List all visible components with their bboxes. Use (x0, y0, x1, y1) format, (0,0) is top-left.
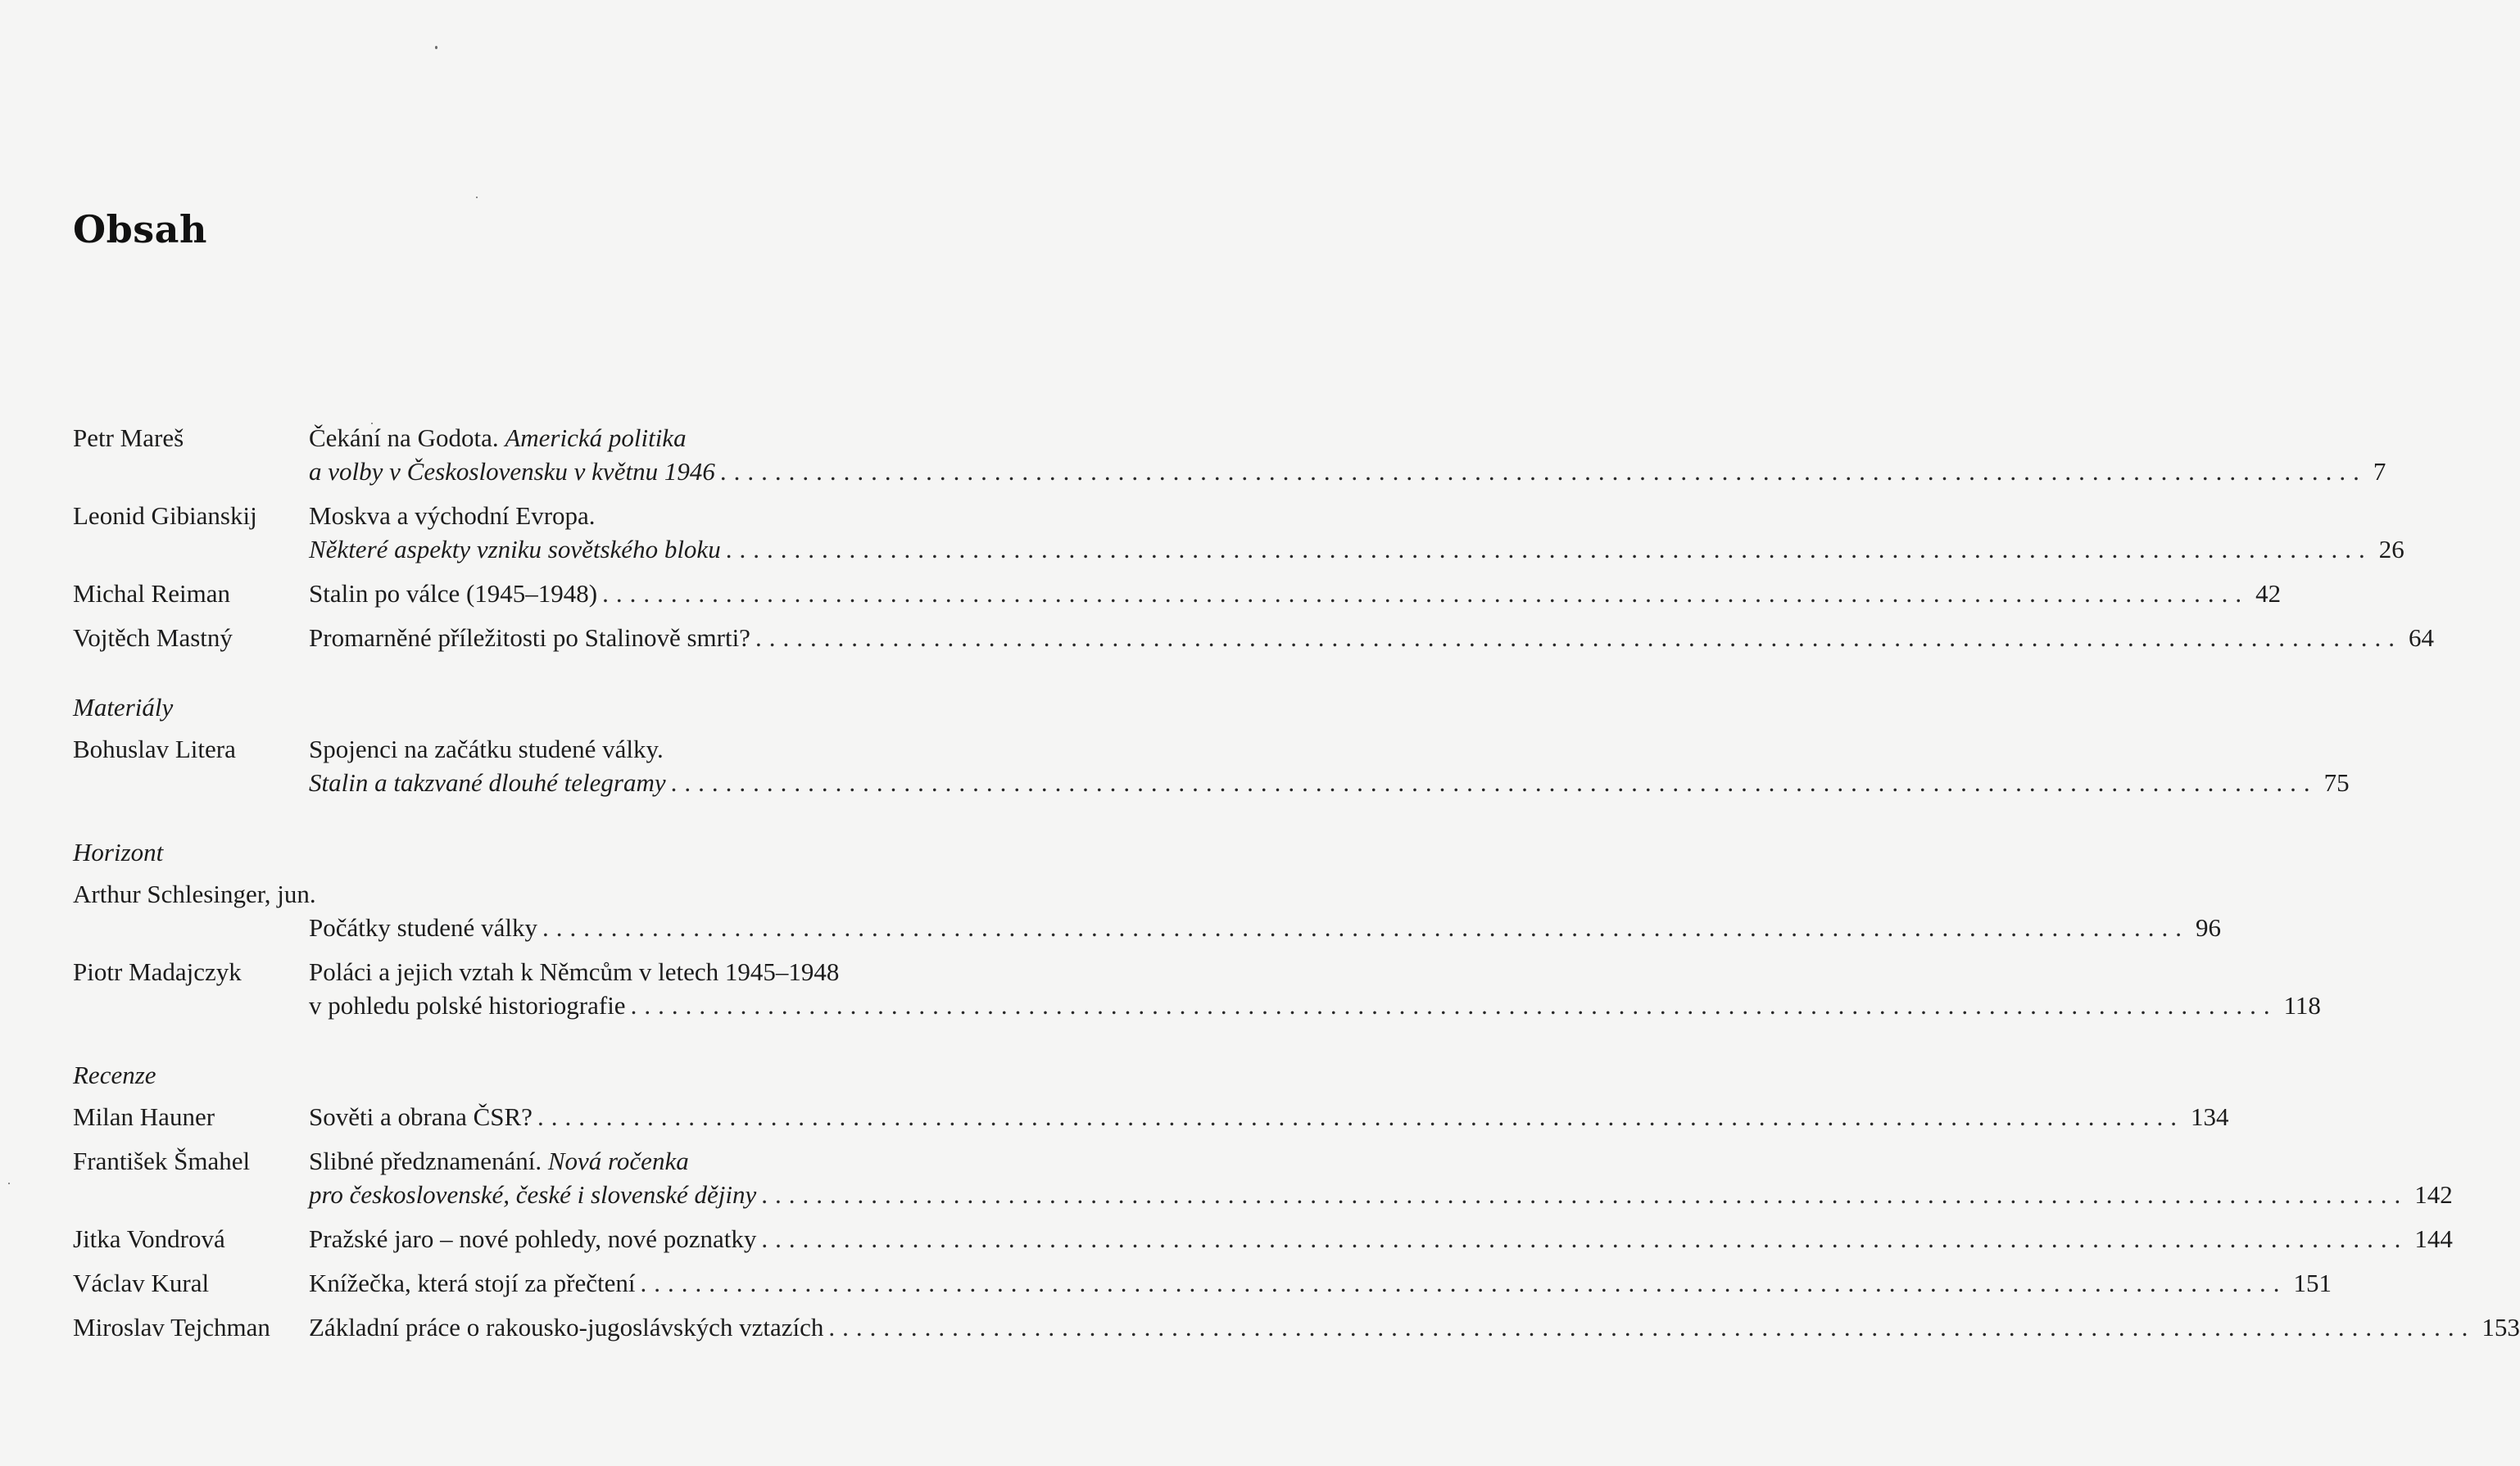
page-number: 96 (2195, 913, 2221, 942)
scan-speck (476, 197, 478, 198)
entry-author-slot: Václav Kural (73, 1269, 210, 1297)
entry-title-last-line (309, 1100, 2229, 1133)
entry-author-slot: Vojtěch Mastný (73, 623, 233, 652)
dot-leader: ........................................................................................................................ (828, 1313, 2476, 1342)
entry-title-last-line (309, 1266, 2332, 1300)
title-segment: Promarněné příležitosti po Stalinově smrti? (309, 623, 750, 652)
title-segment: v pohledu polské historiografie (309, 991, 626, 1020)
entry-author-slot: Leonid Gibianskij (73, 501, 257, 530)
toc-entry (73, 1266, 2332, 1300)
title-segment: Americká politika (505, 423, 687, 452)
entry-title-last-line (309, 577, 2282, 610)
section-heading: Horizont (73, 838, 164, 866)
section-heading: Materiály (73, 693, 174, 722)
dot-leader: ........................................................................................................................ (761, 1180, 2409, 1209)
entry-author-slot: Jitka Vondrová (73, 1224, 225, 1253)
entry-title (309, 1100, 2229, 1133)
title-segment: Poláci a jejich vztah k Němcům v letech 1945–1948 (309, 957, 840, 986)
entry-title (309, 1144, 2453, 1211)
title-segment: Některé aspekty vzniku sovětského bloku (309, 535, 721, 563)
dot-leader: ........................................................................................................................ (630, 991, 2278, 1020)
toc-entry (73, 1222, 2453, 1256)
entry-title-last-line (309, 1310, 2520, 1344)
entry-title-last-line (309, 911, 2221, 944)
dot-leader: ........................................................................................................................ (537, 1102, 2184, 1131)
title-segment: Čekání na Godota. (309, 423, 505, 452)
title-segment: Základní práce o rakousko-jugoslávských vztazích (309, 1313, 824, 1342)
page-title: Obsah (73, 207, 207, 251)
toc-entry (73, 911, 2221, 944)
entry-title-last-line (309, 621, 2434, 654)
entry-title-last-line (309, 455, 2386, 488)
entry-author-slot: Piotr Madajczyk (73, 957, 242, 986)
entry-author-slot: Milan Hauner (73, 1102, 215, 1131)
dot-leader: ........................................................................................................................ (640, 1269, 2287, 1297)
title-segment: Nová ročenka (547, 1147, 689, 1175)
page-number: 75 (2323, 768, 2350, 797)
title-segment: pro československé, české i slovenské dějiny (309, 1180, 757, 1209)
scan-speck (435, 46, 437, 49)
entry-title (309, 499, 2404, 566)
title-segment: Stalin po válce (1945–1948) (309, 579, 598, 608)
title-segment: Stalin a takzvané dlouhé telegramy (309, 768, 666, 797)
title-segment: a volby v Československu v květnu 1946 (309, 457, 715, 486)
entry-title (309, 577, 2282, 610)
toc-entry (73, 955, 2321, 1022)
page-number: 64 (2408, 623, 2434, 652)
dot-leader: ........................................................................................................................ (542, 913, 2189, 942)
entry-title-last-line (309, 1222, 2453, 1256)
entry-title (309, 911, 2221, 944)
toc-entry (73, 1100, 2229, 1133)
entry-title-last-line (309, 766, 2350, 799)
page-number: 118 (2283, 991, 2321, 1020)
entry-title-last-line (309, 532, 2404, 566)
entry-title-last-line (309, 989, 2321, 1022)
dot-leader: ........................................................................................................................ (670, 768, 2318, 797)
toc-entry (73, 421, 2386, 488)
section-heading: Recenze (73, 1061, 156, 1089)
title-segment: Počátky studené války (309, 913, 537, 942)
title-segment: Slibné předznamenání. (309, 1147, 548, 1175)
toc-entry (73, 1144, 2453, 1211)
title-segment: Sověti a obrana ČSR? (309, 1102, 533, 1131)
entry-title-line (309, 499, 1076, 532)
entry-title-last-line (309, 1178, 2453, 1211)
dot-leader: ........................................................................................................................ (602, 579, 2250, 608)
entry-title (309, 955, 2321, 1022)
entry-author-slot: Bohuslav Litera (73, 735, 236, 763)
toc-entry (73, 499, 2404, 566)
scan-speck (8, 1183, 10, 1184)
page-number: 144 (2414, 1224, 2453, 1253)
title-segment: Knížečka, která stojí za přečtení (309, 1269, 636, 1297)
entry-title (309, 1310, 2520, 1344)
toc-entry (73, 1310, 2520, 1344)
entry-title (309, 421, 2386, 488)
table-of-contents (73, 421, 2520, 1355)
toc-entry (73, 621, 2434, 654)
title-segment: Spojenci na začátku studené války. (309, 735, 664, 763)
toc-entry (73, 577, 2282, 610)
entry-title (309, 621, 2434, 654)
page-number: 26 (2378, 535, 2404, 563)
entry-author-slot: František Šmahel (73, 1147, 251, 1175)
entry-title (309, 732, 2350, 799)
page-number: 153 (2481, 1313, 2520, 1342)
entry-author: Arthur Schlesinger, jun. (73, 880, 316, 908)
page-number: 151 (2293, 1269, 2332, 1297)
entry-author-slot: Michal Reiman (73, 579, 230, 608)
page-number: 142 (2414, 1180, 2453, 1209)
page-number: 42 (2255, 579, 2282, 608)
dot-leader: ........................................................................................................................ (725, 535, 2373, 563)
title-segment: Pražské jaro – nové pohledy, nové poznatky (309, 1224, 757, 1253)
entry-title (309, 1222, 2453, 1256)
entry-title-line (309, 1144, 1076, 1178)
entry-title-line (309, 732, 1076, 766)
page-number: 134 (2190, 1102, 2229, 1131)
dot-leader: ........................................................................................................................ (719, 457, 2367, 486)
entry-author-slot: Petr Mareš (73, 423, 184, 452)
page-number: 7 (2373, 457, 2386, 486)
toc-entry (73, 732, 2350, 799)
entry-title (309, 1266, 2332, 1300)
dot-leader: ........................................................................................................................ (761, 1224, 2409, 1253)
entry-author-slot: Miroslav Tejchman (73, 1313, 270, 1342)
dot-leader: ........................................................................................................................ (755, 623, 2402, 652)
entry-title-line (309, 421, 1076, 455)
title-segment: Moskva a východní Evropa. (309, 501, 596, 530)
entry-title-line (309, 955, 1076, 989)
